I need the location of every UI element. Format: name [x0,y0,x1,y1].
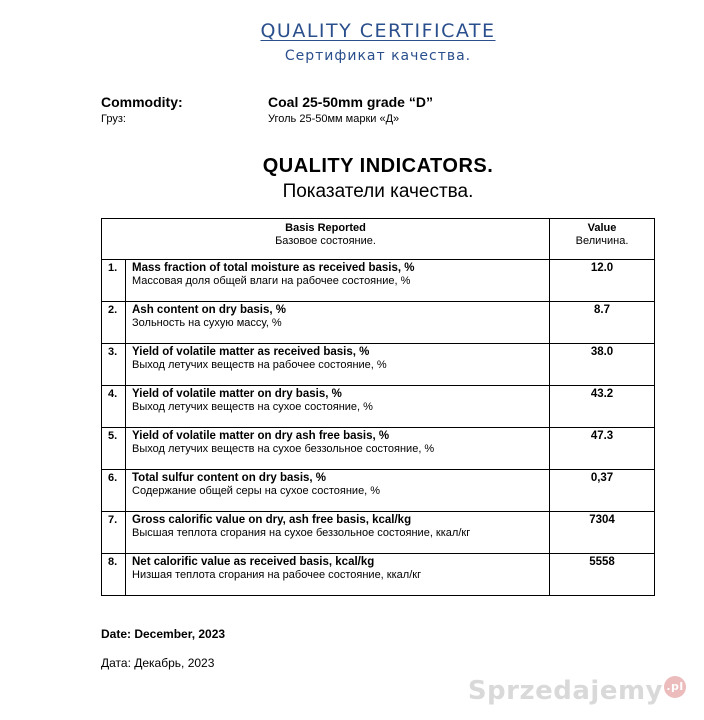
row-indicator [126,260,550,302]
row-value: 43.2 [550,386,655,428]
row-value: 47.3 [550,428,655,470]
watermark-text: Sprzedajemy [467,676,663,706]
row-indicator [126,554,550,596]
indicator-name-en: Yield of volatile matter as received basis, % [132,346,370,358]
row-value: 38.0 [550,344,655,386]
row-value: 0,37 [550,470,655,512]
indicator-name-ru: Содержание общей серы на сухое состояние, % [132,485,381,497]
indicator-name-en: Total sulfur content on dry basis, % [132,472,327,484]
date-ru: Дата: Декабрь, 2023 [101,656,215,670]
row-value: 7304 [550,512,655,554]
row-indicator [126,512,550,554]
row-number: 4. [102,386,126,428]
table-row [102,554,655,596]
commodity-label-en: Commodity: [101,94,183,110]
row-indicator [126,428,550,470]
row-indicator [126,302,550,344]
value-header-ru: Величина. [575,235,629,247]
watermark-logo [468,676,686,706]
basis-column-header [102,219,550,260]
value-header-en: Value [587,222,617,234]
table-row [102,344,655,386]
indicator-name-ru: Выход летучих веществ на сухое состояние, % [132,401,373,413]
table-row [102,470,655,512]
section-title-en: QUALITY INDICATORS. [262,155,494,177]
row-indicator [126,344,550,386]
commodity-value-ru: Уголь 25-50мм марки «Д» [268,113,400,125]
table-row [102,386,655,428]
row-value: 8.7 [550,302,655,344]
indicator-name-ru: Выход летучих веществ на сухое беззольное состояние, % [132,443,435,455]
indicator-name-en: Net calorific value as received basis, kcal/kg [132,556,375,568]
row-indicator [126,386,550,428]
row-indicator [126,470,550,512]
row-value: 5558 [550,554,655,596]
indicator-name-ru: Массовая доля общей влаги на рабочее состояние, % [132,275,411,287]
quality-indicators-table [101,218,655,596]
basis-header-ru: Базовое состояние. [275,235,376,247]
row-number: 2. [102,302,126,344]
indicator-name-en: Yield of volatile matter on dry ash free basis, % [132,430,390,442]
commodity-value-en: Coal 25-50mm grade “D” [268,94,433,110]
table-row [102,512,655,554]
basis-header-en: Basis Reported [285,222,366,234]
row-number: 1. [102,260,126,302]
indicator-name-ru: Зольность на сухую массу, % [132,317,282,329]
value-column-header [550,219,655,260]
table-row [102,260,655,302]
indicator-name-en: Yield of volatile matter on dry basis, % [132,388,342,400]
certificate-title: QUALITY CERTIFICATE [260,20,496,42]
table-row [102,302,655,344]
indicator-name-ru: Выход летучих веществ на рабочее состояние, % [132,359,387,371]
watermark-badge: .pl [664,676,686,698]
indicator-name-en: Ash content on dry basis, % [132,304,286,316]
indicator-name-ru: Низшая теплота сгорания на рабочее состояние, ккал/кг [132,569,422,581]
indicator-name-ru: Высшая теплота сгорания на сухое беззольное состояние, ккал/кг [132,527,471,539]
commodity-label-ru: Груз: [101,113,126,125]
indicator-name-en: Mass fraction of total moisture as received basis, % [132,262,415,274]
table-row [102,428,655,470]
row-number: 6. [102,470,126,512]
table-header-row [102,219,655,260]
row-number: 5. [102,428,126,470]
row-number: 8. [102,554,126,596]
row-number: 3. [102,344,126,386]
date-en: Date: December, 2023 [101,627,226,641]
row-value: 12.0 [550,260,655,302]
row-number: 7. [102,512,126,554]
certificate-subtitle: Сертификат качества. [284,48,472,64]
section-title-ru: Показатели качества. [282,181,474,202]
indicator-name-en: Gross calorific value on dry, ash free basis, kcal/kg [132,514,412,526]
